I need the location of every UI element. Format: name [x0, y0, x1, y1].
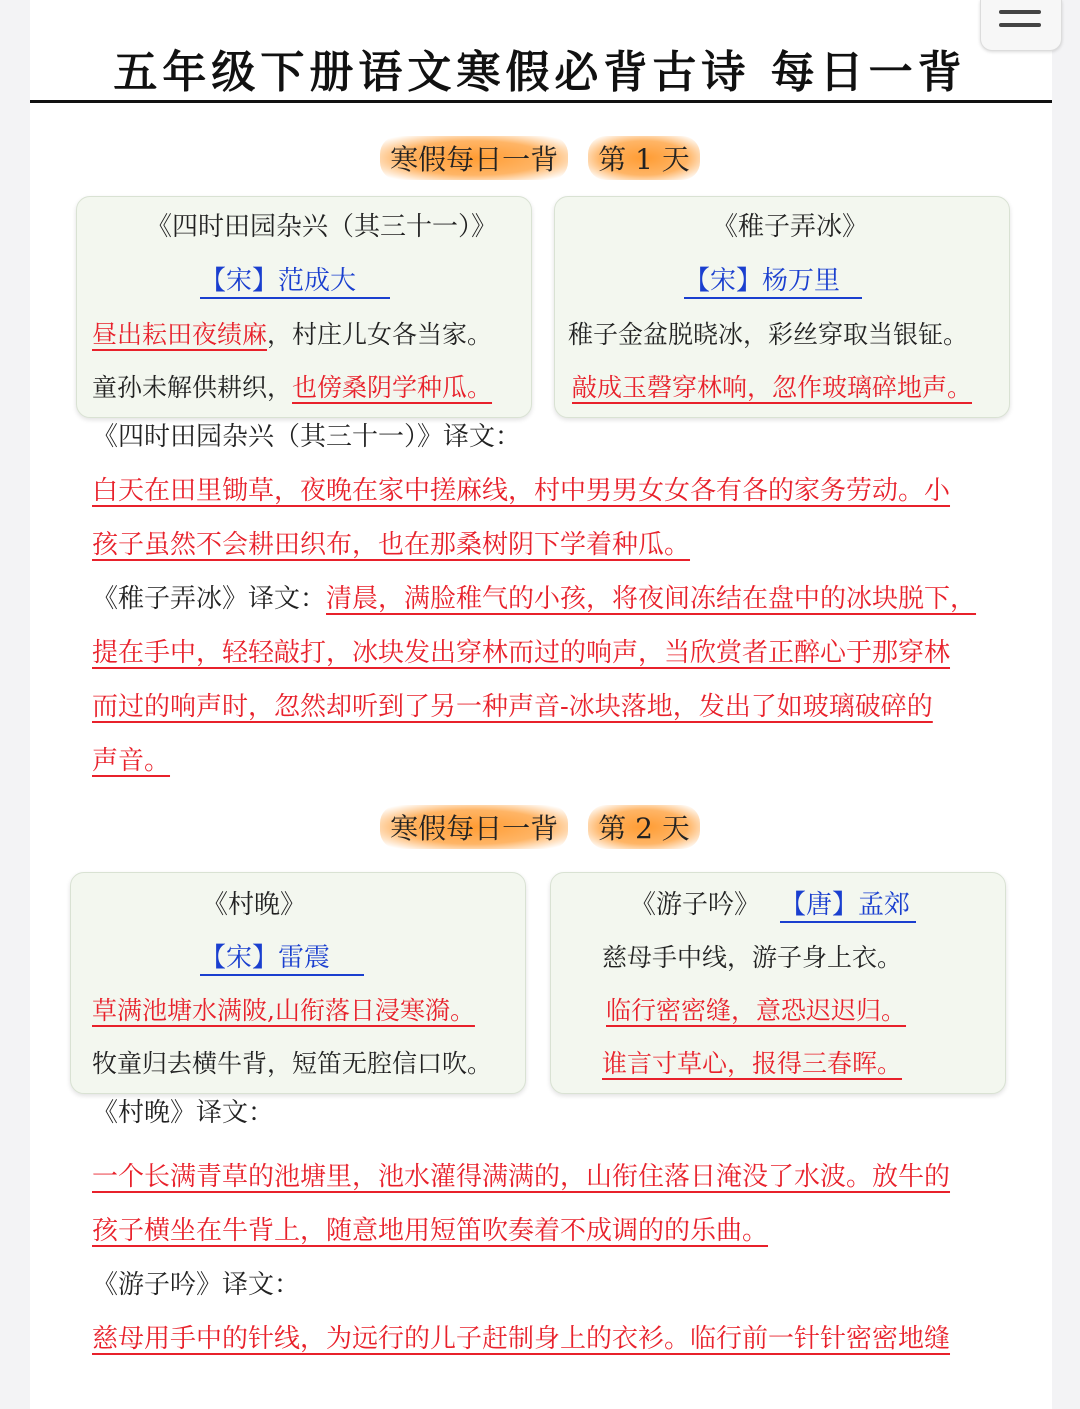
- poem-line-text: 童孙未解供耕织，: [92, 373, 293, 402]
- translation-line: 孩子横坐在牛背上，随意地用短笛吹奏着不成调的的乐曲。: [92, 1216, 769, 1246]
- poem-title: 《游子吟》: [630, 890, 761, 920]
- translation-label: 《稚子弄冰》译文：: [92, 584, 327, 614]
- poem-line: [602, 1044, 902, 1080]
- translation-line: 白天在田里锄草，夜晚在家中搓麻线，村中男男女女各有各的家务劳动。小: [92, 476, 951, 506]
- poem-line: [572, 368, 972, 404]
- hamburger-icon: [999, 23, 1041, 27]
- translation-line: 慈母用手中的针线，为远行的儿子赶制身上的衣衫。临行前一针针密密地缝: [92, 1324, 951, 1354]
- translation-line: 声音。: [92, 746, 171, 776]
- translation-line: 孩子虽然不会耕田织布，也在那桑树阴下学着种瓜。: [92, 530, 691, 560]
- poem-author: 【宋】杨万里: [684, 260, 862, 299]
- translation-label: 《村晚》译文：: [92, 1098, 275, 1128]
- translation-line: 提在手中，轻轻敲打，冰块发出穿林而过的响声，当欣赏者正醉心于那穿林: [92, 638, 951, 668]
- translation-line: 而过的响声时，忽然却听到了另一种声音-冰块落地，发出了如玻璃破碎的: [92, 692, 933, 722]
- poem-line: [568, 315, 968, 351]
- poem-line-highlight: 昼出耘田夜绩麻: [92, 320, 268, 349]
- translation-label: 《游子吟》译文：: [92, 1270, 301, 1300]
- day-1-heading: [0, 136, 1080, 180]
- translation-paragraph: [92, 572, 976, 626]
- poem-title: 《四时田园杂兴（其三十一）》: [146, 212, 498, 242]
- poem-title: 《稚子弄冰》: [712, 212, 869, 242]
- poem-line-highlight: 也傍桑阴学种瓜。: [292, 373, 493, 402]
- poem-line-text: 牧童归去横牛背，短笛无腔信口吹。: [92, 1049, 493, 1078]
- poem-author: 【宋】范成大: [200, 260, 390, 299]
- poem-title: 《村晚》: [202, 890, 307, 920]
- translation-line: 清晨，满脸稚气的小孩，将夜间冻结在盘中的冰块脱下，: [326, 584, 977, 614]
- title-divider: [30, 100, 1052, 103]
- day-label: 寒假每日一背: [380, 136, 568, 180]
- page-title: 五年级下册语文寒假必背古诗 每日一背: [113, 47, 967, 98]
- translation-line: 一个长满青草的池塘里，池水灌得满满的，山衔住落日淹没了水波。放牛的: [92, 1162, 951, 1192]
- poem-line: [602, 938, 902, 974]
- poem-line-text: 慈母手中线，游子身上衣。: [602, 943, 903, 972]
- day-number: 第 1 天: [588, 136, 700, 180]
- poem-author: 【唐】孟郊: [780, 884, 916, 923]
- day-2-heading: [0, 805, 1080, 849]
- poem-line: [606, 991, 906, 1027]
- poem-line-highlight: 谁言寸草心，报得三春晖。: [602, 1049, 903, 1078]
- translation-label: 《四时田园杂兴（其三十一）》译文：: [92, 422, 522, 452]
- poem-line-highlight: 临行密密缝，意恐迟迟归。: [606, 996, 907, 1025]
- poem-line-text: 稚子金盆脱晓冰，彩丝穿取当银钲。: [568, 320, 969, 349]
- day-number: 第 2 天: [588, 805, 700, 849]
- poem-line: [92, 1044, 492, 1080]
- poem-line: [92, 991, 475, 1027]
- poem-line-highlight: 草满池塘水满陂,山衔落日浸寒漪。: [92, 996, 475, 1025]
- poem-line: [92, 315, 492, 351]
- poem-author: 【宋】雷震: [200, 937, 364, 976]
- poem-line-text: ，村庄儿女各当家。: [267, 320, 493, 349]
- day-label: 寒假每日一背: [380, 805, 568, 849]
- poem-line-highlight: 敲成玉磬穿林响，忽作玻璃碎地声。: [572, 373, 973, 402]
- hamburger-icon: [999, 10, 1041, 14]
- poem-line: [92, 368, 492, 404]
